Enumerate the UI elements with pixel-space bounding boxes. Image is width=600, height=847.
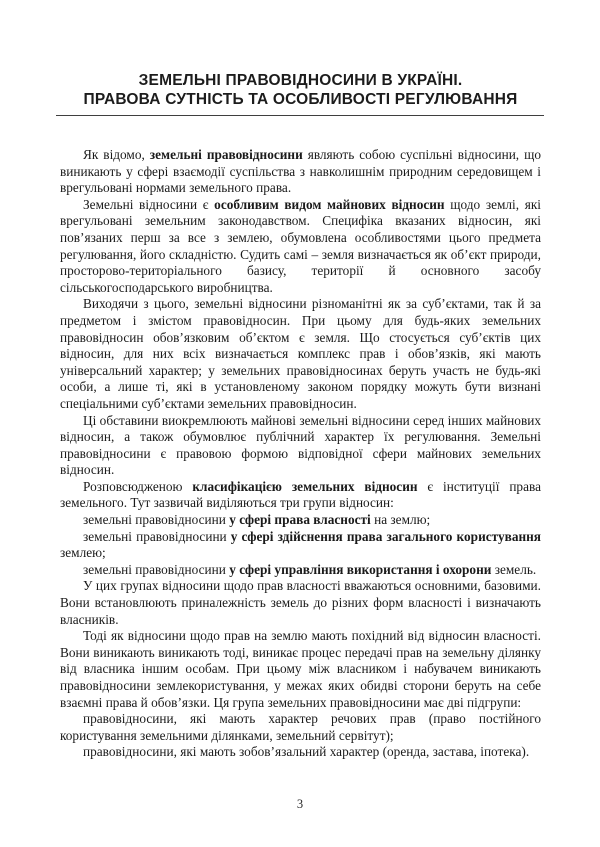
list-item-paragraph: [60, 744, 541, 761]
paragraph-text-bold: земельні правовідносини: [149, 147, 303, 162]
paragraph: [60, 479, 541, 512]
page-number: 3: [296, 797, 304, 811]
paragraph-text-pre: правовідносини, які мають зобов’язальний характер (оренда, застава, іпотека).: [83, 744, 530, 760]
paragraph-text-pre: земельні правовідносини: [83, 528, 231, 544]
paragraph: [60, 578, 541, 628]
list-item-paragraph: [60, 529, 541, 562]
paragraph-text-post: на землю;: [370, 512, 431, 528]
paragraph-text-pre: Виходячи з цього, земельні відносини різноманітні як за суб’єктами, так й за предметом і змістом правовідносин. При цьому для будь-яких земельних правовідносин обов’язковим об’єктом є земля. Що стосується суб’єктів цих відносин, для них всіх визначається комплекс прав і обов’язків, які мають універсальний характер; у земельних правовідносинах беруть участь не будь-які особи, а лише ті, які в установленому законом порядку можуть бути визнані спеціальними суб’єктами земельних правовідносин.: [60, 296, 541, 411]
paragraph: [60, 197, 541, 297]
paragraph-text-pre: Ці обставини виокремлюють майнові земельні відносини серед інших майнових відносин, а також обумовлює публічний характер їх регулювання. Земельні правовідносини є правовою формою відповідної сфери майнових земельних відносин.: [60, 412, 541, 478]
paragraph-text-bold: у сфері управління використання і охорони: [229, 561, 492, 577]
list-item-paragraph: [60, 711, 541, 744]
paragraph-text-pre: Як відомо,: [83, 147, 150, 162]
paragraph-text-bold: у сфері здійснення права загального користування: [230, 528, 541, 544]
paragraph-text-post: являють собою суспільні відносини, що виникають у сфері взаємодії суспільства з навколишнім природним середовищем і врегульовані нормами земельного права.: [60, 147, 541, 196]
paragraph-text-bold: у сфері права власності: [229, 512, 371, 528]
paragraph-text-bold: класифікацією земельних відносин: [192, 478, 418, 494]
paragraph-text-pre: правовідносини, які мають характер речових прав (право постійного користування земельними ділянками, земельний сервітут);: [60, 711, 541, 743]
title-line-1: ЗЕМЕЛЬНІ ПРАВОВІДНОСИНИ В УКРАЇНІ.: [138, 72, 463, 89]
paragraph-text-pre: Тоді як відносини щодо прав на землю мають похідний від відносин власності. Вони виникають виникають тоді, виникає процес передачі прав на земельну ділянку від власника іншим особам. При цьому між власником і набувачем виникають правовідносини землекористування, у межах яких обидві сторони беруть на себе взаємні права й обов’язки. Ця група земельних правовідносини має дві підгрупи:: [60, 628, 541, 710]
paragraph: [60, 413, 541, 479]
paragraph: [60, 147, 541, 197]
paragraph-text-post: є інституції права земельного. Тут зазвичай виділяються три групи відносин:: [60, 478, 541, 511]
title-divider-rule: [56, 115, 544, 116]
list-item-paragraph: [60, 562, 541, 579]
title-line-2: ПРАВОВА СУТНІСТЬ ТА ОСОБЛИВОСТІ РЕГУЛЮВАННЯ: [83, 91, 518, 108]
paragraph-text-pre: Земельні відносини є: [83, 196, 215, 212]
document-body: [60, 147, 541, 761]
paragraph-text-pre: У цих групах відносини щодо прав власності вважаються основними, базовими. Вони встановлюють приналежність земель до різних форм власності і визначають власників.: [60, 578, 541, 627]
paragraph-text-pre: Розповсюдженою: [83, 478, 193, 494]
paragraph-text-post: земель.: [491, 561, 537, 577]
paragraph-text-post: щодо землі, які врегульовані земельним законодавством. Специфіка вказаних відносин, які пов’язаних перш за все з землею, обумовлена особливостями цього предмета регулювання, його складністю. Судить самі – земля визначається як об’єкт природи, просторово-територіального базису, території й основного засобу сільськогосподарського виробництва.: [60, 196, 541, 295]
paragraph: [60, 628, 541, 711]
paragraph-text-post: землею;: [60, 545, 106, 561]
document-title: [60, 71, 541, 109]
paragraph: [60, 296, 541, 412]
paragraph-text-pre: земельні правовідносини: [83, 561, 230, 577]
paragraph-text-pre: земельні правовідносини: [83, 512, 230, 528]
list-item-paragraph: [60, 512, 541, 529]
paragraph-text-bold: особливим видом майнових відносин: [214, 196, 445, 212]
